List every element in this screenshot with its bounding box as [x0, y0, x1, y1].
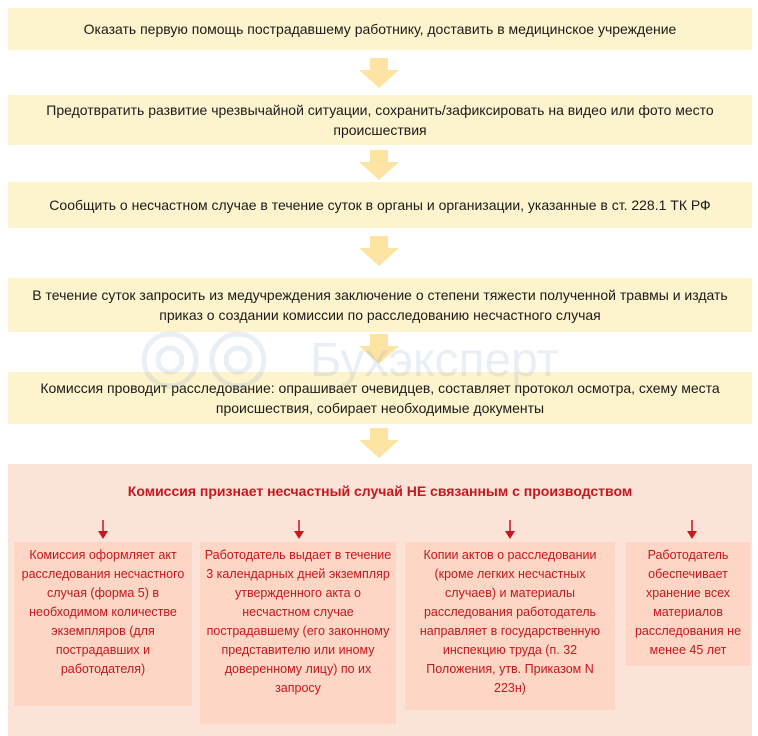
outcome-text-2: Работодатель выдает в течение 3 календарных дней экземпляр утвержденного акта о несчастном случае пострадавшему (его законному представителю или иному доверенному лицу) по их запросу [204, 548, 392, 695]
outcome-text-1: Комиссия оформляет акт расследования несчастного случая (форма 5) в необходимом количестве экземпляров (для пострадавших и работодателя) [21, 548, 185, 676]
pin-arrow-icon [686, 520, 698, 540]
step-text-4: В течение суток запросить из медучреждения заключение о степени тяжести полученной травмы и издать приказ о создании комиссии по расследованию несчастного случая [32, 287, 728, 323]
watermark-text: Бухэксперт [310, 334, 559, 387]
outcome-box-3 [405, 542, 615, 710]
outcome-box-1 [14, 542, 192, 706]
step-box-1 [8, 8, 752, 50]
down-arrow-icon [359, 150, 399, 180]
decision-banner [8, 464, 752, 518]
down-arrow-icon [359, 58, 399, 88]
outcome-text-3: Копии актов о расследовании (кроме легких несчастных случаев) и материалы расследования работодатель направляет в государственную инспекцию труда (п. 32 Положения, утв. Приказом N 223н) [419, 548, 601, 695]
step-text-2: Предотвратить развитие чрезвычайной ситуации, сохранить/зафиксировать на видео или фото место происшествия [46, 102, 714, 138]
step-text-5: Комиссия проводит расследование: опрашивает очевидцев, составляет протокол осмотра, схему места происшествия, собирает необходимые документы [40, 380, 720, 416]
pin-arrow-icon [504, 520, 516, 540]
watermark-logo [130, 318, 650, 398]
step-text-3: Сообщить о несчастном случае в течение суток в органы и организации, указанные в ст. 228.1 ТК РФ [49, 197, 711, 213]
down-arrow-icon [359, 236, 399, 266]
outcome-box-2 [200, 542, 396, 724]
step-box-3 [8, 182, 752, 228]
down-arrow-icon [359, 428, 399, 458]
outcome-text-4: Работодатель обеспечивает хранение всех материалов расследования не менее 45 лет [634, 548, 742, 657]
step-text-1: Оказать первую помощь пострадавшему работнику, доставить в медицинское учреждение [83, 21, 677, 37]
outcome-box-4 [626, 542, 750, 666]
pin-arrow-icon [293, 520, 305, 540]
decision-text: Комиссия признает несчастный случай НЕ связанным с производством [127, 483, 633, 499]
pin-arrow-icon [97, 520, 109, 540]
step-box-2 [8, 95, 752, 145]
